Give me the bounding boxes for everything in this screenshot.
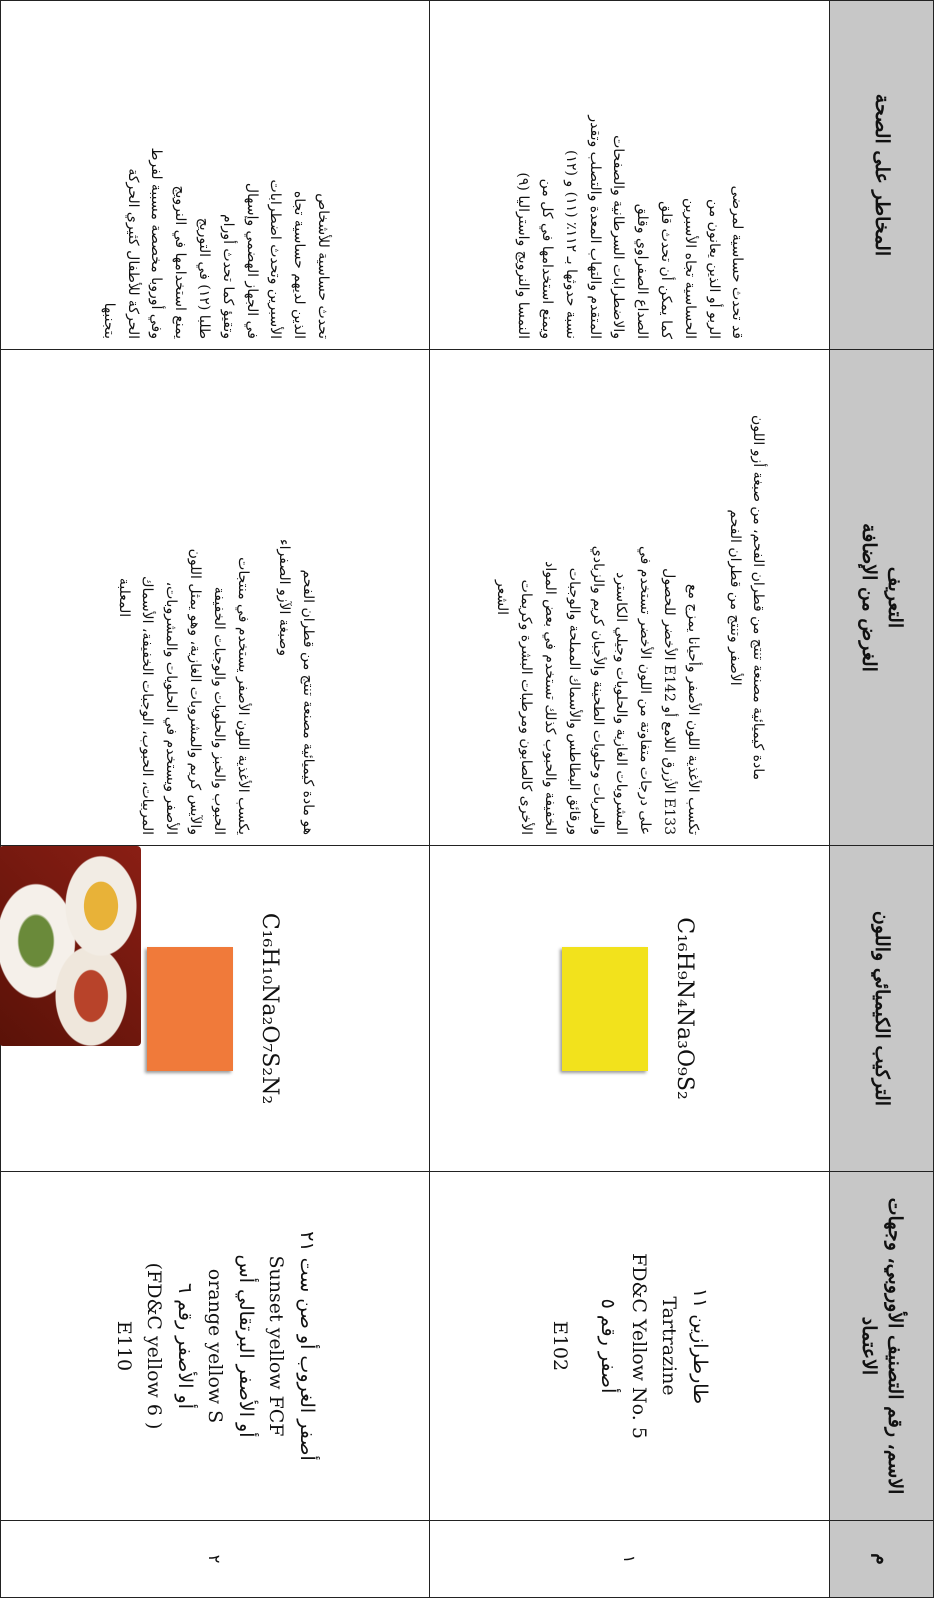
row-chem	[430, 846, 830, 1172]
color-swatch	[562, 947, 648, 1071]
risk-line: قد تحدث حساسية لمرضى	[729, 185, 746, 339]
definition-line: والآيس كريم والمشروبات الغازية، وهو يمثل اللون	[187, 548, 203, 835]
definition-line: الأخرى كالصابون ومرطبات البشرة وكريمات	[518, 579, 535, 835]
risk-line: الذين لديهم حساسية تجاه	[291, 190, 308, 339]
chemical-formula: C₁₆H₉N₄Na₃O₉S₂	[672, 917, 697, 1100]
definition-line: المربيات، الحبوب، الوجبات الخفيفة، الأسماك	[139, 575, 156, 835]
header-definition	[830, 350, 934, 846]
chemical-formula: C₁₆H₁₀Na₂O₇S₂N₂	[257, 912, 283, 1105]
definition-text	[490, 360, 770, 835]
header-definition-line2: الغرض من الإضافة	[858, 523, 881, 672]
definition-line: وصبغة الآزو الصفراء	[276, 538, 293, 656]
risk-line: في الجهاز الهضمي وإسهال	[243, 182, 260, 339]
row-risk	[430, 1, 830, 350]
risk-text	[511, 11, 749, 339]
definition-line: مادة كيميائية مصنعة تنتج من قطران الفحم، من صبغة أزو اللون	[750, 414, 767, 781]
definition-line: تكسب الأغذية اللون الأصفر وأحيانا يمزج مع	[684, 583, 701, 835]
name-line: E102	[548, 1320, 571, 1372]
name-line: أو الأصفر رقم ٦	[173, 1282, 196, 1410]
risk-line: النمسا والنرويج واستراليا (٩)	[515, 172, 532, 339]
risk-line: بتجنبها	[100, 302, 117, 339]
risk-line: المتقدم والتهاب المعدة والتصلب وتقدر	[586, 115, 603, 339]
row-definition	[430, 350, 830, 846]
row-number: ١	[430, 1521, 830, 1598]
risk-line: الصداع الصفراوي وقلق	[634, 203, 651, 339]
definition-line: يكسب الأغذية اللون الأصفر يستخدم في منتجات	[234, 557, 251, 835]
definition-line: الخفيفة والحبوب كذلك تستخدم في بعض المواد	[542, 561, 559, 835]
header-row	[830, 1, 934, 1598]
definition-text	[111, 360, 319, 835]
food-dishes-photo	[0, 846, 141, 1046]
header-definition-line1: التعريف	[884, 566, 907, 629]
table-row	[1, 1, 430, 1598]
risk-text	[96, 11, 334, 339]
risk-line: وتقيؤ كما تحدث أورام	[219, 213, 236, 339]
definition-line: الأصفر ويستخدم في الحلويات والمشروبات،	[163, 581, 180, 835]
header-risk: المخاطر على الصحة	[830, 1, 934, 350]
risk-line: والاضطرابات السرطانية والصفحات	[610, 135, 627, 339]
definition-line: على درجات متفاوتة من اللون الأخضر تستخدم في	[637, 545, 654, 835]
name-line: E110	[112, 1320, 135, 1372]
table-row	[430, 1, 830, 1598]
name-line: orange yellow S	[204, 1268, 227, 1424]
row-name	[430, 1172, 830, 1521]
definition-line: هو مادة كيميائية مصنعة تنتج من قطران الفحم	[300, 569, 317, 835]
header-number: م	[830, 1521, 934, 1598]
name-block	[545, 1182, 714, 1510]
definition-line: الحبوب والخبز والحلويات والوجبات الخفيفة	[210, 586, 227, 835]
definition-line: E133 الأزرق اللامع أو E142 الأخضر للحصول	[661, 568, 677, 835]
name-line: Tartrazine	[658, 1296, 681, 1396]
risk-line: الأسبرين وتحدث اضطرابات	[267, 179, 284, 339]
row-name	[1, 1172, 430, 1521]
definition-line: الأصفر وتنتج من قطران الفحم	[726, 509, 743, 686]
risk-line: الحساسية تجاه الأسبرين	[681, 198, 698, 339]
risk-line: طلبا (١٢) في التوريج	[196, 217, 212, 339]
definition-line: الشعر	[494, 579, 511, 616]
name-line: أصفر رقم ٥	[597, 1298, 620, 1394]
name-line: أو الأصفر البرتقالي أس	[234, 1254, 257, 1438]
risk-line: وفي أوروبا مخصصة مسببة لفرط	[148, 147, 165, 339]
risk-line: الربو أو الذين يعانون من	[705, 199, 722, 339]
row-risk	[1, 1, 430, 350]
definition-line: والمربات وحلويات الطحينة والأجبان كريم والزبادي	[589, 545, 606, 835]
risk-line: يمنع استخدامها في النرويج	[172, 185, 189, 339]
name-line: (FD&C yellow 6 )	[143, 1262, 166, 1430]
definition-line: ورقائق البطاطس والأسماك المملحة والوجبات	[565, 567, 582, 835]
header-chem: التركيب الكيميائي واللون	[830, 846, 934, 1172]
definition-line: المعلبة	[115, 577, 132, 618]
risk-line: كما يمكن أن تحدث قلق	[658, 201, 675, 339]
name-line: FD&C Yellow No. 5	[627, 1253, 650, 1439]
color-swatch	[148, 947, 234, 1071]
name-block	[109, 1182, 321, 1510]
risk-line: ويمنع استخدامها في كل من	[539, 178, 556, 339]
name-line: أصفر الغروب أو صن ست ٢١	[295, 1231, 318, 1461]
risk-line: تحدث حساسية للأشخاص	[314, 193, 331, 339]
row-number: ٢	[1, 1521, 430, 1598]
name-line: طارطرازين ١١	[688, 1287, 711, 1405]
definition-line: المشروبات الغازية والحلويات وجيلي الكاسترد	[613, 572, 630, 835]
header-name: الاسم، رقم التصنيف الأوروبي، وجهات الاعتماد	[830, 1172, 934, 1521]
row-chem	[1, 846, 430, 1172]
risk-line: نسبة حدوثها بـ ١١٢٪ (١١) و (١٢)	[562, 150, 579, 339]
name-line: Sunset yellow FCF	[265, 1255, 288, 1437]
row-definition	[1, 350, 430, 846]
risk-line: الحركة للأطفال كثيري الحركة	[124, 168, 141, 339]
